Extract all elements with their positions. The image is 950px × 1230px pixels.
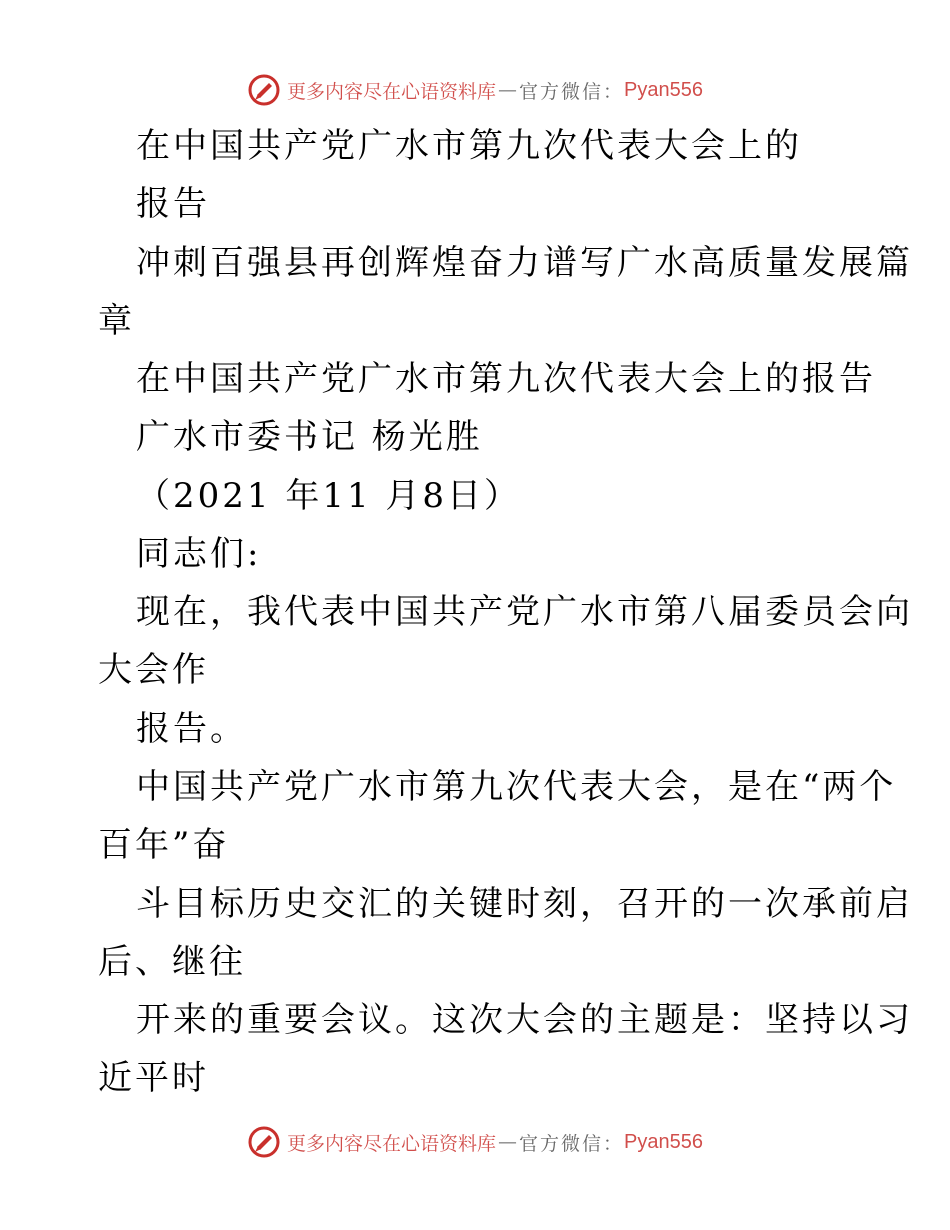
watermark-wechat-id: Pyan556	[624, 1130, 703, 1153]
doc-line-para2-b: 百年”奋	[98, 825, 230, 865]
doc-line-para1-c: 报告。	[136, 709, 247, 749]
doc-line-report-title: 在中国共产党广水市第九次代表大会上的报告	[136, 359, 876, 399]
doc-line-author: 广水市委书记 杨光胜	[136, 417, 483, 457]
watermark-wechat-id: Pyan556	[624, 78, 703, 101]
watermark-separator: —	[498, 79, 518, 101]
doc-line-subtitle-2: 章	[98, 301, 135, 341]
doc-line-para1-a: 现在，我代表中国共产党广水市第八届委员会向	[136, 592, 913, 632]
header-watermark	[0, 70, 950, 110]
watermark-separator: —	[498, 1131, 518, 1153]
watermark-official-label: 官方微信：	[519, 80, 625, 103]
doc-line-para2-a: 中国共产党广水市第九次代表大会，是在“两个	[136, 767, 897, 807]
doc-line-para1-b: 大会作	[98, 650, 209, 690]
doc-line-title-1: 在中国共产党广水市第九次代表大会上的	[136, 126, 802, 166]
doc-line-title-2: 报告	[136, 184, 210, 224]
doc-line-date: （2021 年11 月8日）	[136, 476, 522, 516]
watermark-brand-text: 更多内容尽在心语资料库	[287, 1132, 497, 1155]
doc-line-para2-e: 开来的重要会议。这次大会的主题是：坚持以习	[136, 1000, 913, 1040]
doc-line-greeting: 同志们:	[136, 534, 262, 574]
watermark-brand-text: 更多内容尽在心语资料库	[287, 80, 497, 103]
doc-line-para2-c: 斗目标历史交汇的关键时刻，召开的一次承前启	[136, 884, 913, 924]
brand-logo-icon	[247, 1125, 281, 1159]
footer-watermark	[0, 1122, 950, 1162]
brand-logo-icon	[247, 73, 281, 107]
watermark-official-label: 官方微信：	[519, 1132, 625, 1155]
doc-line-para2-d: 后、继往	[98, 942, 246, 982]
doc-line-subtitle-1: 冲刺百强县再创辉煌奋力谱写广水高质量发展篇	[136, 243, 913, 283]
doc-line-para2-f: 近平时	[98, 1058, 209, 1098]
